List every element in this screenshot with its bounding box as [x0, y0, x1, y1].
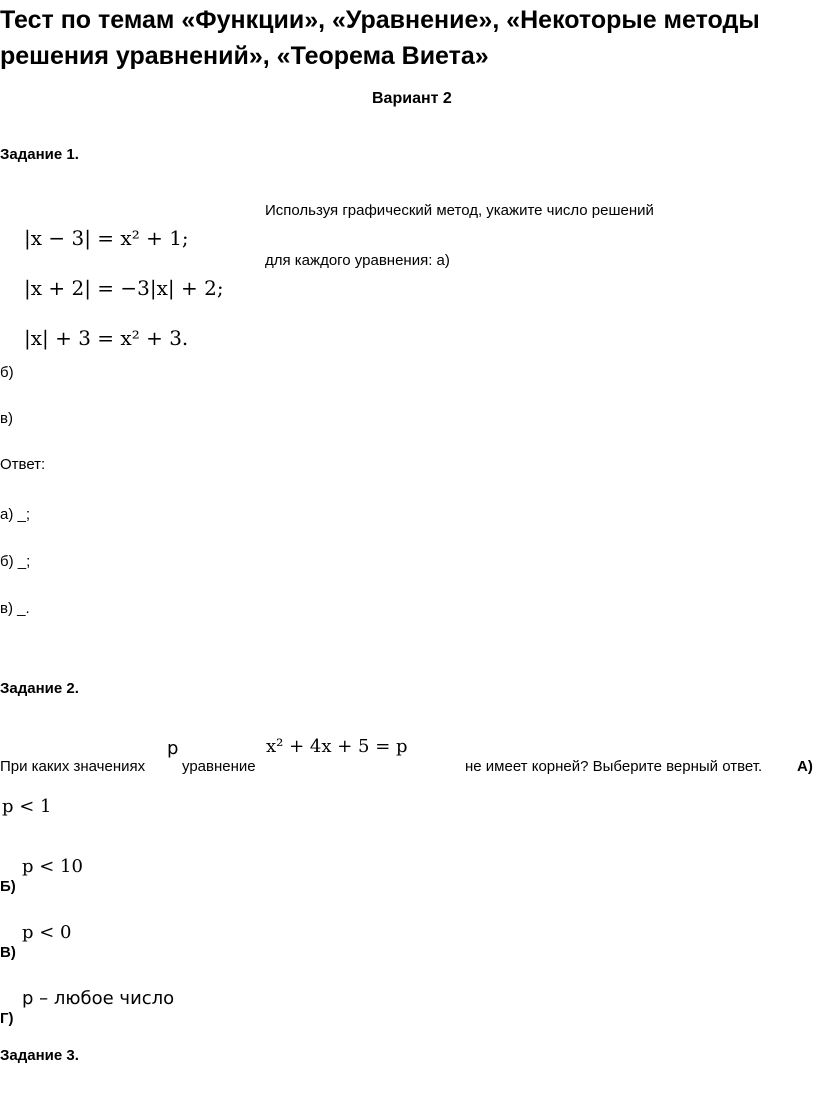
task1-instruction-line2: для каждого уравнения: а): [265, 252, 450, 269]
option-d-text: p – любое число: [22, 988, 175, 1009]
option-d-label: Г): [0, 1010, 14, 1027]
page-title-line2: решения уравнений», «Теорема Виета»: [0, 42, 489, 70]
answer-label: Ответ:: [0, 456, 46, 473]
equation-c: |x| + 3 = x² + 3.: [24, 326, 189, 350]
task2-question-part1: При каких значениях: [0, 758, 146, 775]
option-c-text: p < 0: [22, 922, 72, 943]
task3-heading: Задание 3.: [0, 1047, 79, 1064]
option-a-label: А): [797, 758, 813, 775]
page-title-line1: Тест по темам «Функции», «Уравнение», «Некоторые методы: [0, 6, 760, 34]
option-b-label: Б): [0, 878, 16, 895]
variant-label: Вариант 2: [372, 90, 452, 107]
option-c-label: В): [0, 944, 16, 961]
task2-question-part2: уравнение: [182, 758, 256, 775]
task2-equation: x² + 4x + 5 = p: [266, 736, 408, 757]
label-b: б): [0, 364, 14, 381]
equation-a: |x − 3| = x² + 1;: [24, 226, 189, 250]
answer-a: а) _;: [0, 506, 31, 523]
task1-heading: Задание 1.: [0, 146, 79, 163]
task2-question-var: p: [167, 738, 179, 759]
answer-c: в) _.: [0, 600, 30, 617]
equation-b: |x + 2| = −3|x| + 2;: [24, 276, 224, 300]
answer-b: б) _;: [0, 553, 31, 570]
label-c: в): [0, 410, 13, 427]
task2-heading: Задание 2.: [0, 680, 79, 697]
option-b-text: p < 10: [22, 856, 83, 877]
task2-question-part3: не имеет корней? Выберите верный ответ.: [465, 758, 763, 775]
option-a-text: p < 1: [2, 796, 52, 817]
task1-instruction-line1: Используя графический метод, укажите число решений: [265, 202, 654, 219]
